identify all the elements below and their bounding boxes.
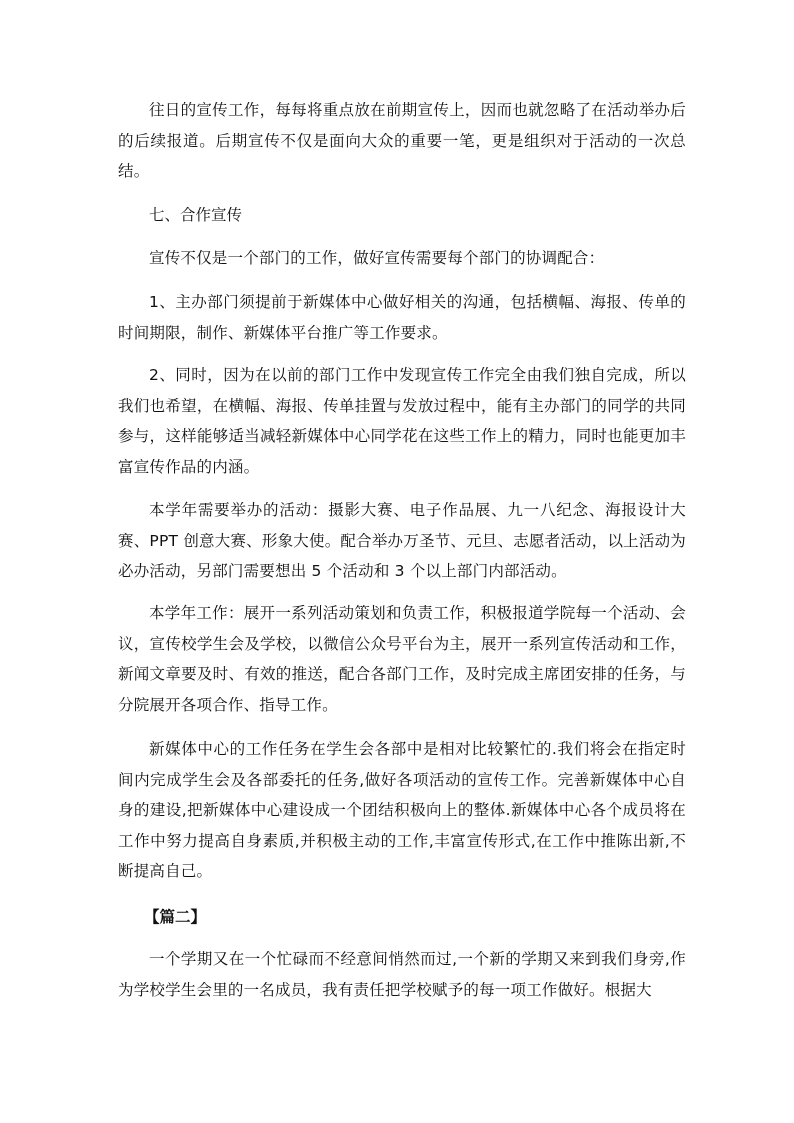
paragraph-item-2: 2、同时，因为在以前的部门工作中发现宣传工作完全由我们独自完成，所以我们也希望，在横幅、海报、传单挂置与发放过程中，能有主办部门的同学的共同参与，这样能够适当减轻新媒体中心同学花在这些工作上的精力，同时也能更加丰富宣传作品的内涵。 [118, 366, 686, 476]
section-heading-part-two: 【篇二】 [144, 908, 207, 926]
paragraph-new-semester: 一个学期又在一个忙碌而不经意间悄然而过,一个新的学期又来到我们身旁,作为学校学生会里的一名成员，我有责任把学校赋予的每一项工作做好。根据大 [118, 950, 686, 999]
paragraph-post-publicity: 往日的宣传工作，每每将重点放在前期宣传上，因而也就忽略了在活动举办后的后续报道。后期宣传不仅是面向大众的重要一笔，更是组织对于活动的一次总结。 [118, 101, 686, 180]
paragraph-new-media-center: 新媒体中心的工作任务在学生会各部中是相对比较繁忙的.我们将会在指定时间内完成学生会及各部委托的任务,做好各项活动的宣传工作。完善新媒体中心自身的建设,把新媒体中心建设成一个团结积极向上的整体.新媒体中心各个成员将在工作中努力提高自身素质,并积极主动的工作,丰富宣传形式,在工作中推陈出新,不断提高自己。 [118, 740, 686, 880]
paragraph-annual-work: 本学年工作：展开一系列活动策划和负责工作，积极报道学院每一个活动、会议，宣传校学生会及学校，以微信公众号平台为主，展开一系列宣传活动和工作，新闻文章要及时、有效的推送，配合各部门工作，及时完成主席团安排的任务，与分院展开各项合作、指导工作。 [118, 604, 686, 714]
paragraph-item-1: 1、主办部门须提前于新媒体中心做好相关的沟通，包括横幅、海报、传单的时间期限，制作、新媒体平台推广等工作要求。 [118, 293, 686, 342]
paragraph-cooperation-intro: 宣传不仅是一个部门的工作，做好宣传需要每个部门的协调配合： [149, 249, 605, 267]
section-heading-cooperation: 七、合作宣传 [149, 206, 243, 224]
paragraph-annual-activities: 本学年需要举办的活动：摄影大赛、电子作品展、九一八纪念、海报设计大赛、PPT 创意大赛、形象大使。配合举办万圣节、元旦、志愿者活动，以上活动为必办活动，另部门需要想出 5 个活动和 3 个以上部门内部活动。 [118, 501, 686, 580]
